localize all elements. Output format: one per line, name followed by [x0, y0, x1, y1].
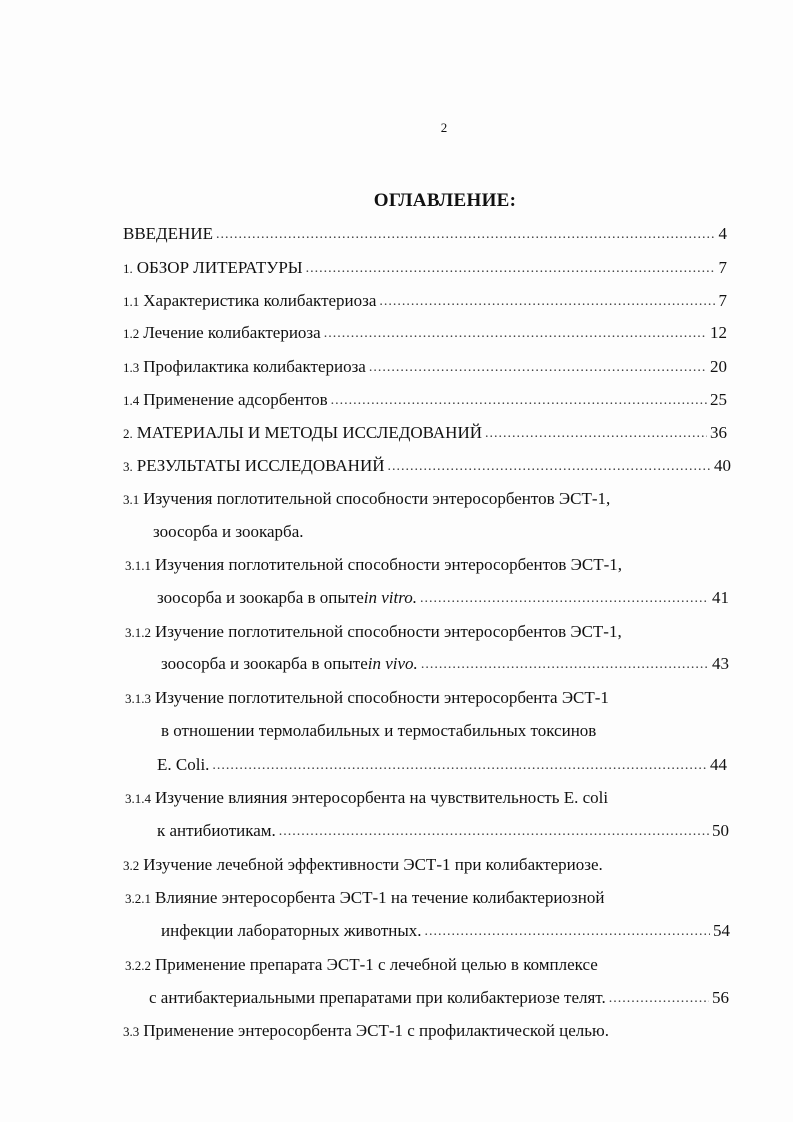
toc-entry — [123, 853, 733, 877]
toc-entry — [125, 553, 733, 577]
toc-entry — [123, 289, 727, 313]
toc-entry-page: 54 — [713, 921, 730, 940]
toc-entry-page: 25 — [710, 390, 727, 409]
toc-entry-continuation — [149, 986, 729, 1010]
toc-entry-page: 7 — [718, 258, 727, 277]
toc-entry-page: 20 — [710, 357, 727, 376]
toc-entry-text: с антибактериальными препаратами при колибактериозе телят. — [149, 988, 606, 1007]
toc-entry-text: Изучения поглотительной способности энтеросорбентов ЭСТ-1, — [143, 489, 611, 508]
toc-entry-text: ОБЗОР ЛИТЕРАТУРЫ — [136, 258, 303, 277]
toc-entry-text: зоосорба и зоокарба. — [153, 522, 304, 541]
toc-entry — [125, 886, 733, 910]
toc-entry-page: 12 — [710, 323, 727, 342]
dot-leader — [212, 754, 707, 778]
toc-entry-continuation — [157, 819, 729, 843]
toc-entry-number: 3.1.1 — [125, 558, 151, 573]
toc-entry-text: в отношении термолабильных и термостабильных токсинов — [161, 721, 597, 740]
toc-entry-text: Применение адсорбентов — [143, 390, 328, 409]
dot-leader — [421, 653, 709, 677]
toc-entry-text: Применение энтеросорбента ЭСТ-1 с профилактической целью. — [143, 1021, 609, 1040]
toc-entry-number: 1. — [123, 261, 133, 276]
toc-entry-page: 40 — [714, 456, 731, 475]
dot-leader — [369, 356, 707, 380]
toc-entry-text: Характеристика колибактериоза — [143, 291, 377, 310]
toc-entry-text: МАТЕРИАЛЫ И МЕТОДЫ ИССЛЕДОВАНИЙ — [136, 423, 483, 442]
toc-entry-text: к антибиотикам. — [157, 821, 276, 840]
toc-title: ОГЛАВЛЕНИЕ: — [373, 190, 517, 211]
toc-entry — [123, 454, 731, 478]
toc-entry — [123, 388, 727, 412]
toc-entry-number: 3.1.3 — [125, 691, 151, 706]
dot-leader — [425, 920, 710, 944]
toc-entry-text: Влияние энтеросорбента ЭСТ-1 на течение колибактериозной — [155, 888, 605, 907]
toc-entry-text: ВВЕДЕНИЕ — [123, 224, 213, 243]
toc-entry-continuation — [161, 919, 730, 943]
toc-entry-text: Изучения поглотительной способности энтеросорбентов ЭСТ-1, — [155, 555, 622, 574]
toc-entry-continuation — [157, 753, 727, 777]
dot-leader — [379, 290, 715, 314]
toc-entry — [123, 421, 727, 445]
toc-entry — [123, 487, 733, 511]
toc-entry-text: Изучение поглотительной способности энтеросорбента ЭСТ-1 — [155, 688, 609, 707]
dot-leader — [306, 257, 716, 281]
page-number: 2 — [440, 120, 448, 135]
toc-entry-page: 36 — [710, 423, 727, 442]
toc-entry-text: Профилактика колибактериоза — [143, 357, 366, 376]
toc-entry-number: 3.2.1 — [125, 891, 151, 906]
toc-entry-text: Изучение влияния энтеросорбента на чувствительность E. coli — [155, 788, 609, 807]
toc-entry — [123, 355, 727, 379]
toc-entry-number: 1.4 — [123, 393, 140, 408]
toc-entry-page: 7 — [718, 291, 727, 310]
toc-entry-continuation — [153, 520, 733, 544]
toc-entry-continuation — [157, 586, 729, 610]
toc-entry-number: 3.2.2 — [125, 958, 151, 973]
dot-leader — [279, 820, 709, 844]
toc-entry-text: РЕЗУЛЬТАТЫ ИССЛЕДОВАНИЙ — [136, 456, 385, 475]
toc-entry-continuation — [161, 719, 733, 743]
toc-entry — [123, 256, 727, 280]
toc-entry-continuation — [161, 652, 729, 676]
toc-entry-number: 2. — [123, 426, 133, 441]
toc-entry — [123, 222, 727, 246]
toc-entry-number: 3.1 — [123, 492, 140, 507]
toc-entry-number: 3.2 — [123, 858, 140, 873]
dot-leader — [331, 389, 707, 413]
dot-leader — [216, 223, 716, 247]
toc-entry-emphasis: in vivo. — [367, 654, 418, 673]
toc-entry — [125, 686, 733, 710]
toc-entry-number: 3.3 — [123, 1024, 140, 1039]
toc-entry — [123, 1019, 733, 1043]
toc-entry-text: Лечение колибактериоза — [143, 323, 321, 342]
toc-entry-number: 3. — [123, 459, 133, 474]
dot-leader — [420, 587, 709, 611]
toc-entry-text: зоосорба и зоокарба в опыте — [161, 654, 368, 673]
dot-leader — [485, 422, 707, 446]
toc-entry-page: 50 — [712, 821, 729, 840]
dot-leader — [388, 455, 712, 479]
toc-entry-page: 56 — [712, 988, 729, 1007]
toc-entry-number: 1.2 — [123, 326, 140, 341]
dot-leader — [609, 987, 709, 1011]
toc-entry-page: 41 — [712, 588, 729, 607]
toc-entry-text: Изучение лечебной эффективности ЭСТ-1 при колибактериозе. — [143, 855, 603, 874]
toc-entry-text: Применение препарата ЭСТ-1 с лечебной целью в комплексе — [155, 955, 598, 974]
toc-entry-number: 3.1.2 — [125, 625, 151, 640]
toc-entry-number: 3.1.4 — [125, 791, 151, 806]
toc-entry-page: 43 — [712, 654, 729, 673]
toc-entry-text: Изучение поглотительной способности энтеросорбентов ЭСТ-1, — [155, 622, 622, 641]
toc-entry — [123, 321, 727, 345]
toc-entry — [125, 620, 733, 644]
toc-entry-emphasis: in vitro. — [363, 588, 417, 607]
toc-entry-text: зоосорба и зоокарба в опыте — [157, 588, 364, 607]
toc-entry-text: E. Coli. — [157, 755, 210, 774]
dot-leader — [324, 322, 707, 346]
toc-entry-number: 1.3 — [123, 360, 140, 375]
toc-entry-page: 44 — [710, 755, 727, 774]
toc-entry — [125, 786, 733, 810]
toc-entry — [125, 953, 733, 977]
toc-entry-text: инфекции лабораторных животных. — [161, 921, 422, 940]
toc-entry-number: 1.1 — [123, 294, 140, 309]
toc-entry-page: 4 — [718, 224, 727, 243]
